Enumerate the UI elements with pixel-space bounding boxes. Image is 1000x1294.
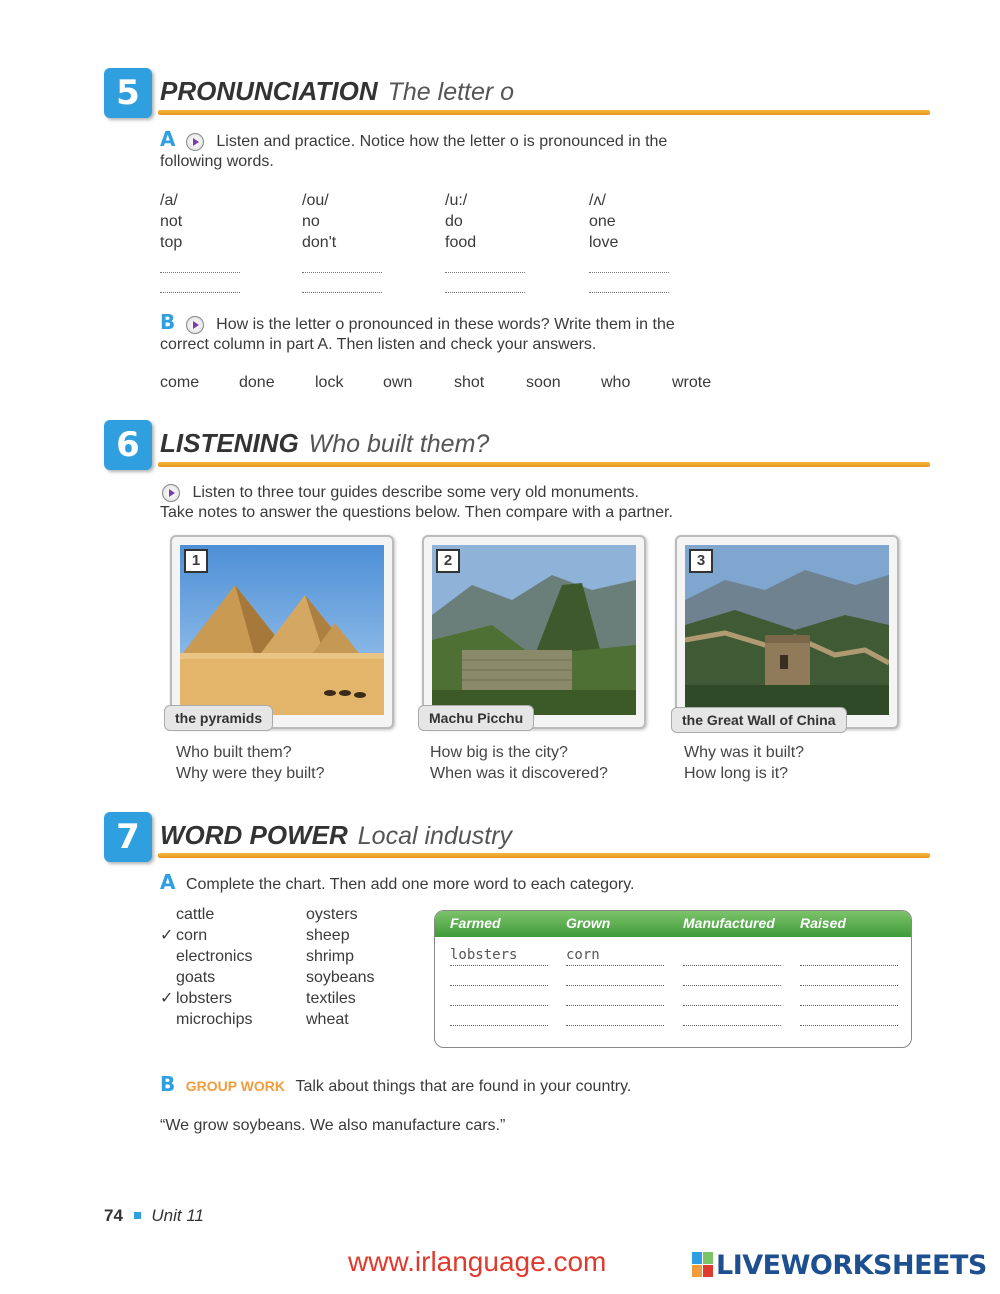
chart-cell[interactable]: corn	[566, 947, 664, 966]
chart-cell[interactable]	[450, 1007, 548, 1026]
phonetic-symbol: /u:/	[445, 192, 468, 209]
section-6-subtitle: Who built them?	[308, 430, 490, 458]
answer-blank[interactable]	[589, 253, 669, 273]
list-word-checked	[160, 925, 252, 946]
machu-picchu-photo	[432, 545, 636, 715]
question: When was it discovered?	[430, 765, 608, 782]
instruction-text: Complete the chart. Then add one more word to each category.	[185, 876, 635, 893]
list-word: shrimp	[306, 948, 355, 965]
word-item[interactable]: soon	[526, 374, 561, 391]
section-6-title-text: LISTENING	[160, 428, 299, 458]
card-caption: Machu Picchu	[418, 705, 534, 731]
section-7-title-text: WORD POWER	[160, 820, 348, 850]
word-item[interactable]: done	[239, 374, 275, 391]
chart-cell[interactable]	[566, 1007, 664, 1026]
instruction-line2: Take notes to answer the questions below. Then compare with a partner.	[160, 504, 673, 521]
example-word: top	[160, 234, 183, 251]
chart-cell[interactable]	[800, 987, 898, 1006]
photo-card-pyramids	[170, 535, 394, 729]
answer-blank[interactable]	[302, 253, 382, 273]
section-7-title	[160, 820, 512, 851]
industry-chart	[434, 910, 912, 1048]
pyramids-image	[180, 545, 384, 715]
section-7-subtitle: Local industry	[357, 822, 513, 850]
chart-cell[interactable]	[800, 967, 898, 986]
part-b-letter: B	[160, 310, 176, 334]
chart-cell[interactable]	[450, 987, 548, 1006]
section-7-rule	[158, 853, 930, 858]
checkmark-icon: ✓	[160, 927, 174, 944]
question: Why was it built?	[684, 744, 805, 761]
bullet-icon	[134, 1212, 141, 1219]
list-word: wheat	[306, 1011, 349, 1028]
question: Why were they built?	[176, 765, 325, 782]
example-word: food	[445, 234, 477, 251]
list-word: cattle	[176, 906, 215, 923]
section-6-title	[160, 428, 489, 459]
audio-play-icon[interactable]	[186, 133, 204, 151]
card-number: 3	[689, 549, 713, 573]
list-word: oysters	[306, 906, 358, 923]
section-5-title	[160, 76, 514, 107]
liveworksheets-logo-svg	[692, 1252, 714, 1278]
example-word: one	[589, 213, 616, 230]
chart-cell[interactable]	[566, 987, 664, 1006]
chart-cell[interactable]	[800, 1007, 898, 1026]
liveworksheets-brand: LIVEWORKSHEETS	[716, 1250, 987, 1281]
photo-card-great-wall	[675, 535, 899, 729]
example-word: love	[589, 234, 619, 251]
section-5b-instruction	[160, 312, 740, 355]
phonetic-symbol: /a/	[160, 192, 178, 209]
section-5-subtitle: The letter o	[387, 78, 515, 106]
question: How big is the city?	[430, 744, 568, 761]
chart-cell[interactable]	[683, 967, 781, 986]
part-a-letter: A	[160, 127, 176, 151]
list-word: sheep	[306, 927, 350, 944]
word-item[interactable]: who	[601, 374, 631, 391]
phonetic-symbol: /ou/	[302, 192, 329, 209]
chart-cell[interactable]	[683, 947, 781, 966]
group-work-label: GROUP WORK	[185, 1078, 286, 1094]
pyramids-photo	[180, 545, 384, 715]
chart-cell[interactable]	[683, 1007, 781, 1026]
word-list-1	[160, 904, 252, 1030]
example-word: not	[160, 213, 183, 230]
chart-header-manufactured: Manufactured	[683, 915, 775, 931]
list-word: electronics	[176, 948, 253, 965]
question: How long is it?	[684, 765, 789, 782]
unit-label: Unit 11	[151, 1206, 204, 1225]
list-word: soybeans	[306, 969, 375, 986]
list-word: corn	[176, 927, 208, 944]
card-number: 2	[436, 549, 460, 573]
pron-column-ou	[302, 190, 382, 293]
audio-play-icon[interactable]	[186, 316, 204, 334]
answer-blank[interactable]	[302, 273, 382, 293]
example-quote: “We grow soybeans. We also manufacture cars.”	[160, 1117, 506, 1134]
audio-play-icon[interactable]	[162, 484, 180, 502]
section-7b-instruction	[160, 1074, 780, 1097]
answer-blank[interactable]	[160, 253, 240, 273]
instruction-line2: following words.	[160, 153, 274, 170]
list-word: lobsters	[176, 990, 233, 1007]
page-footer	[104, 1206, 204, 1226]
instruction-text: Talk about things that are found in your country.	[295, 1078, 632, 1095]
example-word: no	[302, 213, 320, 230]
card-questions	[176, 742, 325, 784]
machu-picchu-image	[432, 545, 636, 715]
example-word: don't	[302, 234, 337, 251]
chart-cell[interactable]: lobsters	[450, 947, 548, 966]
word-list-2	[306, 904, 375, 1030]
phonetic-symbol: /ʌ/	[589, 192, 606, 209]
section-6-number: 6	[104, 420, 152, 470]
pron-column-uh	[589, 190, 669, 293]
word-item[interactable]: own	[383, 374, 413, 391]
great-wall-image	[685, 545, 889, 715]
list-word-checked	[160, 988, 252, 1009]
chart-cell[interactable]	[450, 967, 548, 986]
word-item[interactable]: wrote	[672, 374, 712, 391]
instruction-line1: Listen to three tour guides describe some very old monuments.	[192, 484, 639, 501]
section-6-instruction	[160, 483, 760, 523]
list-word: microchips	[176, 1011, 253, 1028]
part-b-letter: B	[160, 1072, 176, 1096]
card-caption: the pyramids	[164, 705, 273, 731]
section-5a-instruction	[160, 129, 720, 172]
example-word: do	[445, 213, 463, 230]
card-questions	[430, 742, 608, 784]
chart-header-grown: Grown	[566, 915, 611, 931]
instruction-line1: How is the letter o pronounced in these words? Write them in the	[216, 316, 675, 333]
question: Who built them?	[176, 744, 292, 761]
checkmark-icon: ✓	[160, 990, 174, 1007]
section-7a-instruction	[160, 872, 760, 895]
section-6-rule	[158, 462, 930, 467]
list-word: textiles	[306, 990, 356, 1007]
section-5-title-text: PRONUNCIATION	[160, 76, 378, 106]
card-number: 1	[184, 549, 208, 573]
card-caption: the Great Wall of China	[671, 707, 847, 733]
chart-header-farmed: Farmed	[450, 915, 501, 931]
answer-blank[interactable]	[445, 253, 525, 273]
word-item[interactable]: lock	[315, 374, 344, 391]
chart-cell[interactable]	[683, 987, 781, 1006]
answer-blank[interactable]	[589, 273, 669, 293]
list-word: goats	[176, 969, 216, 986]
card-questions	[684, 742, 804, 784]
photo-card-machu-picchu	[422, 535, 646, 729]
pron-column-a	[160, 190, 240, 293]
page-number: 74	[104, 1206, 123, 1225]
great-wall-photo	[685, 545, 889, 715]
instruction-line2: correct column in part A. Then listen and check your answers.	[160, 336, 597, 353]
word-item[interactable]: come	[160, 374, 200, 391]
website-link[interactable]: www.irlanguage.com	[348, 1246, 607, 1277]
part-a-letter: A	[160, 870, 176, 894]
chart-header-raised: Raised	[800, 915, 846, 931]
section-5-rule	[158, 110, 930, 115]
pron-column-u	[445, 190, 525, 293]
chart-cell[interactable]	[800, 947, 898, 966]
section-7-number: 7	[104, 812, 152, 862]
liveworksheets-logo-icon	[692, 1252, 714, 1278]
answer-blank[interactable]	[445, 273, 525, 293]
chart-cell[interactable]	[566, 967, 664, 986]
answer-blank[interactable]	[160, 273, 240, 293]
word-item[interactable]: shot	[454, 374, 485, 391]
instruction-line1: Listen and practice. Notice how the letter o is pronounced in the	[216, 133, 668, 150]
section-5-number: 5	[104, 68, 152, 118]
